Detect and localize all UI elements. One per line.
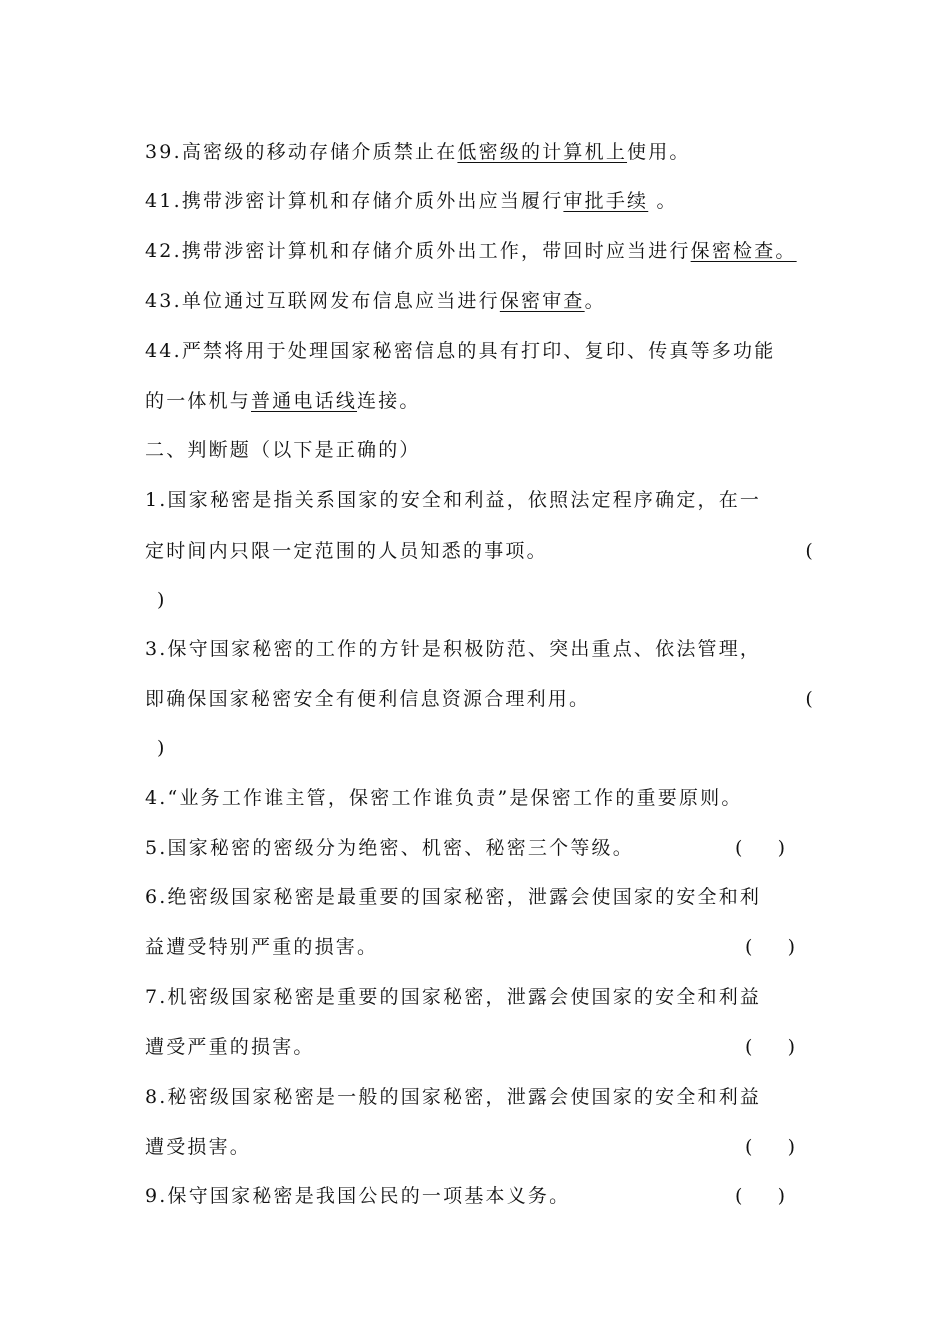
question-text: 定时间内只限一定范围的人员知悉的事项。 xyxy=(145,540,548,562)
answer-paren-open: ( xyxy=(805,540,815,562)
answer-paren-close: ) xyxy=(157,737,167,759)
question-text: 。 xyxy=(584,290,606,312)
fill-in-44-line2 xyxy=(145,387,815,415)
question-text: 的一体机与 xyxy=(145,390,252,412)
fill-in-39 xyxy=(145,138,815,166)
question-text: 5.国家秘密的密级分为绝密、机密、秘密三个等级。 xyxy=(145,837,634,859)
section-title: 二、判断题（以下是正确的） xyxy=(145,439,421,461)
judgment-5 xyxy=(145,834,815,862)
judgment-1-line2 xyxy=(145,537,815,565)
question-text: 39.高密级的移动存储介质禁止在 xyxy=(145,141,458,163)
question-text: 即确保国家秘密安全有便利信息资源合理利用。 xyxy=(145,688,591,710)
judgment-1-line1: 1.国家秘密是指关系国家的安全和利益，依照法定程序确定，在一 xyxy=(145,489,762,511)
question-text: 42.携带涉密计算机和存储介质外出工作，带回时应当进行 xyxy=(145,240,691,262)
question-text: 43.单位通过互联网发布信息应当进行 xyxy=(145,290,500,312)
judgment-9 xyxy=(145,1182,815,1210)
judgment-7-line2 xyxy=(145,1033,815,1061)
judgment-8-line1: 8.秘密级国家秘密是一般的国家秘密，泄露会使国家的安全和利益 xyxy=(145,1086,762,1108)
question-text: 益遭受特别严重的损害。 xyxy=(145,936,379,958)
answer-paren: ( ) xyxy=(745,1136,798,1158)
answer-text: 低密级的计算机上 xyxy=(457,141,628,163)
judgment-7-line1: 7.机密级国家秘密是重要的国家秘密，泄露会使国家的安全和利益 xyxy=(145,986,762,1008)
fill-in-42 xyxy=(145,237,815,265)
answer-paren-open: ( xyxy=(805,688,815,710)
answer-paren: ( ) xyxy=(745,1036,798,1058)
fill-in-41 xyxy=(145,187,815,215)
question-text: 连接。 xyxy=(357,390,421,412)
answer-text: 普通电话线 xyxy=(251,390,358,412)
fill-in-43 xyxy=(145,287,815,315)
question-text: 9.保守国家秘密是我国公民的一项基本义务。 xyxy=(145,1185,571,1207)
answer-text: 审批手续 xyxy=(563,190,649,212)
question-text: 遭受严重的损害。 xyxy=(145,1036,315,1058)
judgment-6-line1: 6.绝密级国家秘密是最重要的国家秘密，泄露会使国家的安全和利 xyxy=(145,886,762,908)
judgment-3-line1: 3.保守国家秘密的工作的方针是积极防范、突出重点、依法管理， xyxy=(145,638,762,660)
answer-paren: ( ) xyxy=(735,837,788,859)
question-text: 使用。 xyxy=(627,141,691,163)
fill-in-44-line1: 44.严禁将用于处理国家秘密信息的具有打印、复印、传真等多功能 xyxy=(145,340,776,362)
judgment-1-line3 xyxy=(145,586,815,614)
answer-text: 保密审查 xyxy=(499,290,585,312)
judgment-3-line2 xyxy=(145,685,815,713)
answer-paren: ( ) xyxy=(745,936,798,958)
question-text: 遭受损害。 xyxy=(145,1136,252,1158)
answer-text: 保密检查。 xyxy=(690,240,797,262)
answer-paren-close: ) xyxy=(157,589,167,611)
question-text: 41.携带涉密计算机和存储介质外出应当履行 xyxy=(145,190,564,212)
question-text: 。 xyxy=(648,190,678,212)
judgment-4: 4.“业务工作谁主管，保密工作谁负责”是保密工作的重要原则。 xyxy=(145,787,743,809)
judgment-3-line3 xyxy=(145,734,815,762)
answer-paren: ( ) xyxy=(735,1185,788,1207)
judgment-6-line2 xyxy=(145,933,815,961)
judgment-8-line2 xyxy=(145,1133,815,1161)
